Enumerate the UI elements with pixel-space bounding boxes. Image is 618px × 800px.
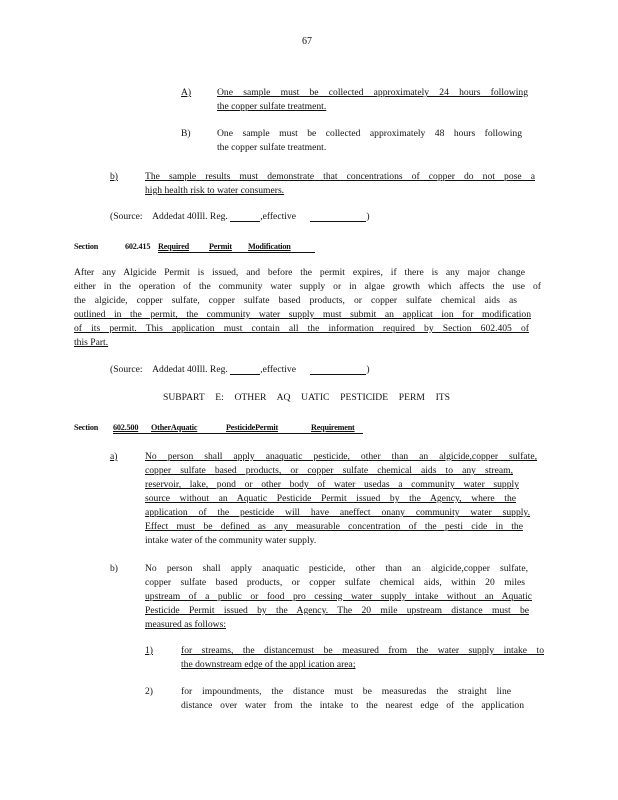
para-602-415-line-3: the algicide, copper sulfate, copper sulfate based products, or copper sulfate chemical aids as bbox=[74, 295, 517, 306]
item-b-line-1: One sample must be collected approximately 48 hours following bbox=[217, 128, 522, 139]
item-b-500-line-1: No person shall apply anaquatic pesticide, other than an algicide,copper sulfate, bbox=[145, 563, 528, 574]
page-number: 67 bbox=[302, 36, 312, 47]
item-a-500-line-5: application of the pesticide will have aneffect onany community water supply. bbox=[145, 507, 530, 518]
section-602-415-label: Section bbox=[74, 242, 99, 251]
para-602-415-line-6: this Part. bbox=[74, 337, 109, 348]
source-effective: ,effective bbox=[260, 211, 296, 222]
sub-1-line-1: for streams, the distancemust be measured from the water supply intake to bbox=[181, 645, 544, 656]
section-602-415-code: 602.415 bbox=[125, 242, 151, 251]
item-a-line-2: the copper sulfate treatment. bbox=[217, 101, 327, 112]
source-line-2 bbox=[110, 364, 370, 375]
source-close: ) bbox=[366, 211, 370, 222]
source-line-1 bbox=[110, 211, 370, 222]
item-b-500-line-3: upstream of a public or food pro cessing water supply intake without an Aquatic bbox=[145, 591, 532, 602]
source-text: Addedat 40Ill. Reg. bbox=[152, 364, 228, 375]
item-a-500-line-6: Effect must be defined as any measurable concentration of the pesti cide in the bbox=[145, 521, 523, 532]
item-a-500-line-3: reservoir, lake, pond or other body of water usedas a community water supply bbox=[145, 479, 519, 490]
section-602-415-underline bbox=[158, 252, 315, 253]
item-b-label: B) bbox=[181, 128, 191, 139]
source-blank-1 bbox=[230, 212, 260, 222]
section-602-500-title-3: Requirement bbox=[311, 423, 355, 432]
section-602-500-code: 602.500 bbox=[113, 423, 139, 432]
item-b-line-2: the copper sulfate treatment. bbox=[217, 142, 327, 153]
section-602-500-underline bbox=[113, 433, 363, 434]
item-a-500-line-7: intake water of the community water supply. bbox=[145, 535, 317, 546]
item-a-500-line-1: No person shall apply anaquatic pesticide, other than an algicide,copper sulfate, bbox=[145, 451, 537, 462]
item-a-500-line-4: source without an Aquatic Pesticide Permit issued by the Agency, where the bbox=[145, 493, 516, 504]
sub-2-label: 2) bbox=[145, 686, 153, 697]
para-602-415-line-4: outlined in the permit, the community water supply must submit an applicat ion for modification bbox=[74, 309, 531, 320]
section-602-500-title-1: OtherAquatic bbox=[151, 423, 198, 432]
sub-1-line-2: the downstream edge of the appl ication area; bbox=[181, 659, 356, 670]
source-open: (Source: bbox=[110, 364, 143, 375]
sub-2-line-1: for impoundments, the distance must be measuredas the straight line bbox=[181, 686, 511, 697]
item-a-500-line-2: copper sulfate based products, or copper sulfate chemical aids to any stream, bbox=[145, 465, 513, 476]
section-602-415-title-2: Permit bbox=[209, 242, 232, 251]
source-close: ) bbox=[366, 364, 370, 375]
section-602-415-title-3: Modification bbox=[248, 242, 291, 251]
para-602-415-line-1: After any Algicide Permit is issued, and before the permit expires, if there is any major change bbox=[74, 267, 525, 278]
item-a-line-1: One sample must be collected approximately 24 hours following bbox=[217, 87, 528, 98]
item-b-small-label: b) bbox=[110, 171, 118, 182]
source-blank-1 bbox=[230, 365, 260, 375]
source-open: (Source: bbox=[110, 211, 143, 222]
section-602-415-title-1: Required bbox=[158, 242, 190, 251]
item-b-500-label: b) bbox=[110, 563, 118, 574]
source-text: Addedat 40Ill. Reg. bbox=[152, 211, 228, 222]
sub-2-line-2: distance over water from the intake to the nearest edge of the application bbox=[181, 700, 524, 711]
source-blank-2 bbox=[310, 365, 366, 375]
item-b-500-line-5: measured as follows: bbox=[145, 619, 226, 630]
subpart-title: SUBPART E: OTHER AQ UATIC PESTICIDE PERM ITS bbox=[163, 392, 450, 403]
item-a-label: A) bbox=[181, 87, 192, 98]
item-b-500-line-2: copper sulfate based products, or copper sulfate chemical aids, within 20 miles bbox=[145, 577, 525, 588]
item-b-small-line-2: high health risk to water consumers. bbox=[145, 185, 285, 196]
source-effective: ,effective bbox=[260, 364, 296, 375]
para-602-415-line-2: either in the operation of the community water supply or in algae growth which affects the use of bbox=[74, 281, 541, 292]
sub-1-label: 1) bbox=[145, 645, 153, 656]
item-a-500-label: a) bbox=[110, 451, 118, 462]
para-602-415-line-5: of its permit. This application must contain all the information required by Section 602.405 of bbox=[74, 323, 529, 334]
item-b-500-line-4: Pesticide Permit issued by the Agency. The 20 mile upstream distance must be bbox=[145, 605, 529, 616]
item-b-small-line-1: The sample results must demonstrate that concentrations of copper do not pose a bbox=[145, 171, 535, 182]
section-602-500-label: Section bbox=[74, 423, 99, 432]
section-602-500-title-2: PesticidePermit bbox=[226, 423, 279, 432]
source-blank-2 bbox=[310, 212, 366, 222]
